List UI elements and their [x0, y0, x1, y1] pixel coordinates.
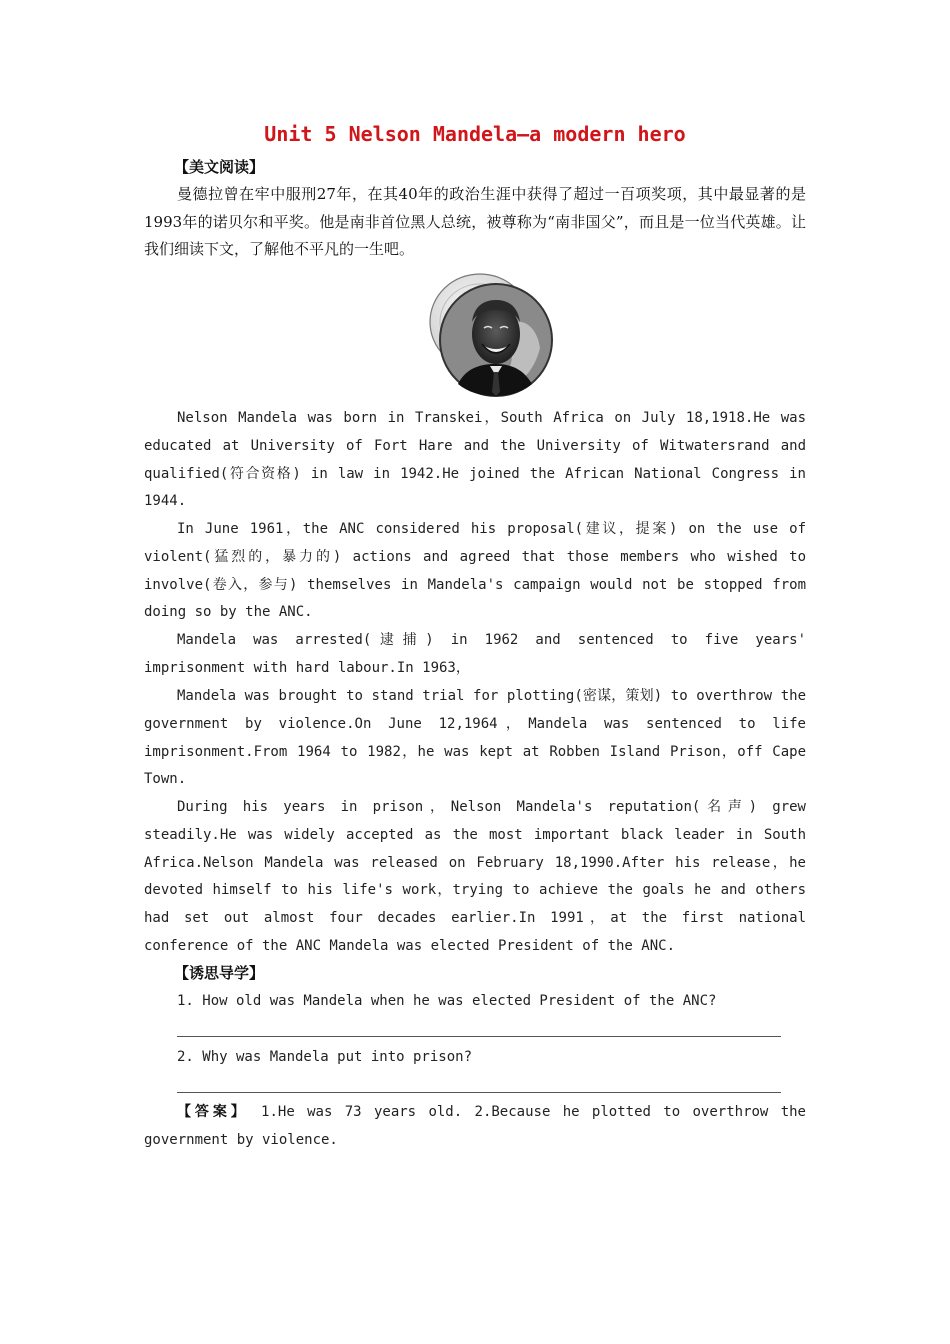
body-paragraph-4: Mandela was brought to stand trial for plotting(密谋，策划) to overthrow the government by violence.On June 12,1964，Mandela was sentenced to life imprisonment.From 1964 to 1982，he was kept at Robben Island Prison，off Cape Town.	[144, 688, 806, 788]
body-paragraph-1: Nelson Mandela was born in Transkei，South Africa on July 18,1918.He was educated at University of Fort Hare and the University of Witwatersrand and qualified(符合资格) in law in 1942.He joined the African National Congress in 1944.	[144, 410, 806, 510]
question-2: 2. Why was Mandela put into prison?	[177, 1049, 473, 1065]
answer-line-2	[177, 1092, 781, 1093]
answer-label: 【答案】	[177, 1104, 249, 1120]
body-paragraph-5: During his years in prison，Nelson Mandela's reputation(名声) grew steadily.He was widely accepted as the most important black leader in South Africa.Nelson Mandela was released on February 18,1990.After his release，he devoted himself to his life's work，trying to achieve the goals he and others had set out almost four decades earlier.In 1991，at the first national conference of the ANC Mandela was elected President of the ANC.	[144, 799, 806, 954]
body-paragraph-2: In June 1961，the ANC considered his proposal(建议，提案) on the use of violent(猛烈的，暴力的) actions and agreed that those members who wished to involve(卷入，参与) themselves in Mandela's campaign would not be stopped from doing so by the ANC.	[144, 521, 806, 621]
mandela-badge-image	[428, 272, 558, 400]
body-paragraph-3: Mandela was arrested(逮捕) in 1962 and sentenced to five years' imprisonment with hard labour.In 1963，	[144, 632, 806, 676]
page-title: Unit 5 Nelson Mandela—a modern hero	[264, 122, 686, 146]
answer-paragraph	[144, 1099, 806, 1155]
section-heading-guide: 【诱思导学】	[174, 964, 265, 982]
intro-paragraph: 曼德拉曾在牢中服刑27年，在其40年的政治生涯中获得了超过一百项奖项，其中最显著的是1993年的诺贝尔和平奖。他是南非首位黑人总统，被尊称为“南非国父”，而且是一位当代英雄。让我们细读下文，了解他不平凡的一生吧。	[144, 185, 806, 258]
answer-line-1	[177, 1036, 781, 1037]
section-heading-reading: 【美文阅读】	[174, 158, 265, 176]
question-1: 1. How old was Mandela when he was elected President of the ANC?	[177, 993, 717, 1009]
answer-text: 1.He was 73 years old. 2.Because he plotted to overthrow the government by violence.	[144, 1104, 806, 1148]
